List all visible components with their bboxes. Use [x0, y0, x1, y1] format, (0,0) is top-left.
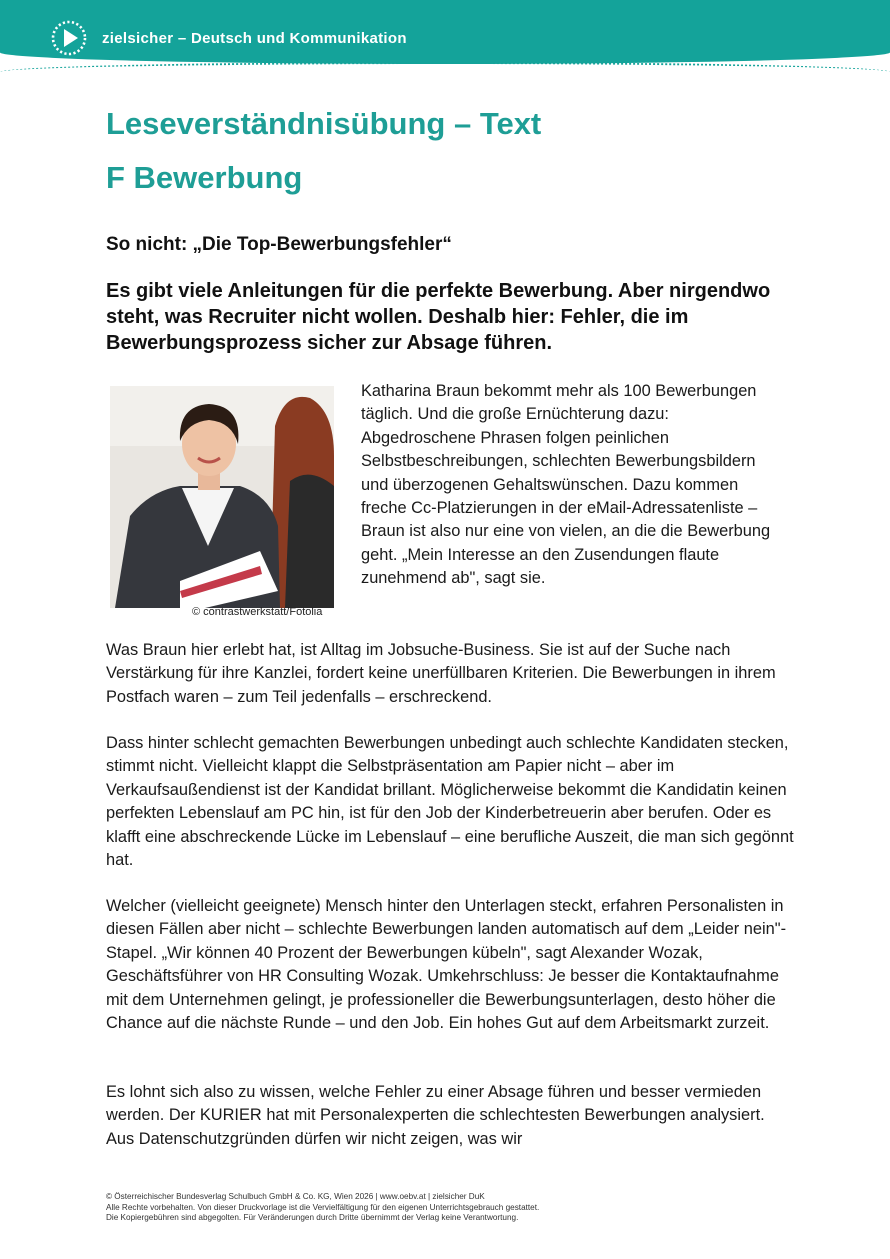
- footer-rights: Alle Rechte vorbehalten. Von dieser Druckvorlage ist die Vervielfältigung für den eigenen Unterrichtsgebrauch gestattet.: [106, 1202, 540, 1212]
- paragraph-5: Es lohnt sich also zu wissen, welche Fehler zu einer Absage führen und besser vermieden werden. Der KURIER hat mit Personalexperten die schlechtesten Bewerbungen analysiert. Aus Datenschutzgründen dürfen wir nicht zeigen, was wir: [106, 1083, 765, 1148]
- article-lead: Es gibt viele Anleitungen für die perfekte Bewerbung. Aber nirgendwo steht, was Recruiter nicht wollen. Deshalb hier: Fehler, die im Bewerbungsprozess sicher zur Absage führen.: [106, 280, 771, 354]
- play-circle-icon: [51, 20, 87, 56]
- footer-disclaimer: Die Kopiergebühren sind abgegolten. Für Veränderungen durch Dritte übernimmt der Verlag keine Verantwortung.: [106, 1213, 519, 1223]
- paragraph-1: Katharina Braun bekommt mehr als 100 Bewerbungen täglich. Und die große Ernüchterung dazu: Abgedroschene Phrasen folgen peinlichen Selbstbeschreibungen, schlechten Bewerbungsbildern und überzogenen Gehaltswünschen. Dazu kommen freche Cc-Platzierungen in der eMail-Adressatenliste – Braun ist also nur eine von vielen, an die die Bewerbung geht. „Mein Interesse an den Zusendungen flaute zunehmend ab", sagt sie.: [361, 382, 771, 588]
- header-dotted-border: [0, 62, 890, 78]
- footer-copyright: © Österreichischer Bundesverlag Schulbuch GmbH & Co. KG, Wien 2026 | www.oebv.at | zielsicher DuK: [106, 1192, 485, 1201]
- paragraph-4: Welcher (vielleicht geeignete) Mensch hinter den Unterlagen steckt, erfahren Personalisten in diesen Fällen aber nicht – schlechte Bewerbungen landen automatisch auf dem „Leider nein"-Stapel. „Wir können 40 Prozent der Bewerbungen kübeln", sagt Alexander Wozak, Geschäftsführer von HR Consulting Wozak. Umkehrschluss: Je besser die Kontaktaufnahme mit dem Unternehmen gelingt, je professioneller die Bewerbungsunterlagen, desto höher die Chance auf die nächste Runde – und den Job. Ein hohes Gut auf dem Arbeitsmarkt zurzeit.: [106, 897, 787, 1033]
- article-headline: So nicht: „Die Top-Bewerbungsfehler“: [106, 234, 452, 255]
- paragraph-3: Dass hinter schlecht gemachten Bewerbungen unbedingt auch schlechte Kandidaten stecken, stimmt nicht. Vielleicht klappt die Selbstpräsentation am Papier nicht – aber im Verkaufsaußendienst ist der Kandidat brillant. Möglicherweise bekommt die Kandidatin keinen perfekten Lebenslauf am PC hin, ist für den Job der Kinderbetreuerin aber berufen. Oder es klafft eine abschreckende Lücke im Lebenslauf – eine berufliche Auszeit, die man sich gegönnt hat.: [106, 734, 794, 870]
- page-title: Leseverständnisübung – Text: [106, 106, 542, 141]
- footer: [106, 1192, 806, 1224]
- paragraph-2: Was Braun hier erlebt hat, ist Alltag im Jobsuche-Business. Sie ist auf der Suche nach Verstärkung für ihre Kanzlei, fordert keine unerfüllbaren Kriterien. Die Bewerbungen in ihrem Postfach waren – zum Teil jedenfalls – erschreckend.: [106, 641, 776, 706]
- page-subtitle-title: F Bewerbung: [106, 160, 303, 195]
- image-caption: © contrastwerkstatt/Fotolia: [192, 606, 323, 618]
- brand-name: zielsicher – Deutsch und Kommunikation: [102, 30, 407, 47]
- photo-icon: [110, 386, 334, 608]
